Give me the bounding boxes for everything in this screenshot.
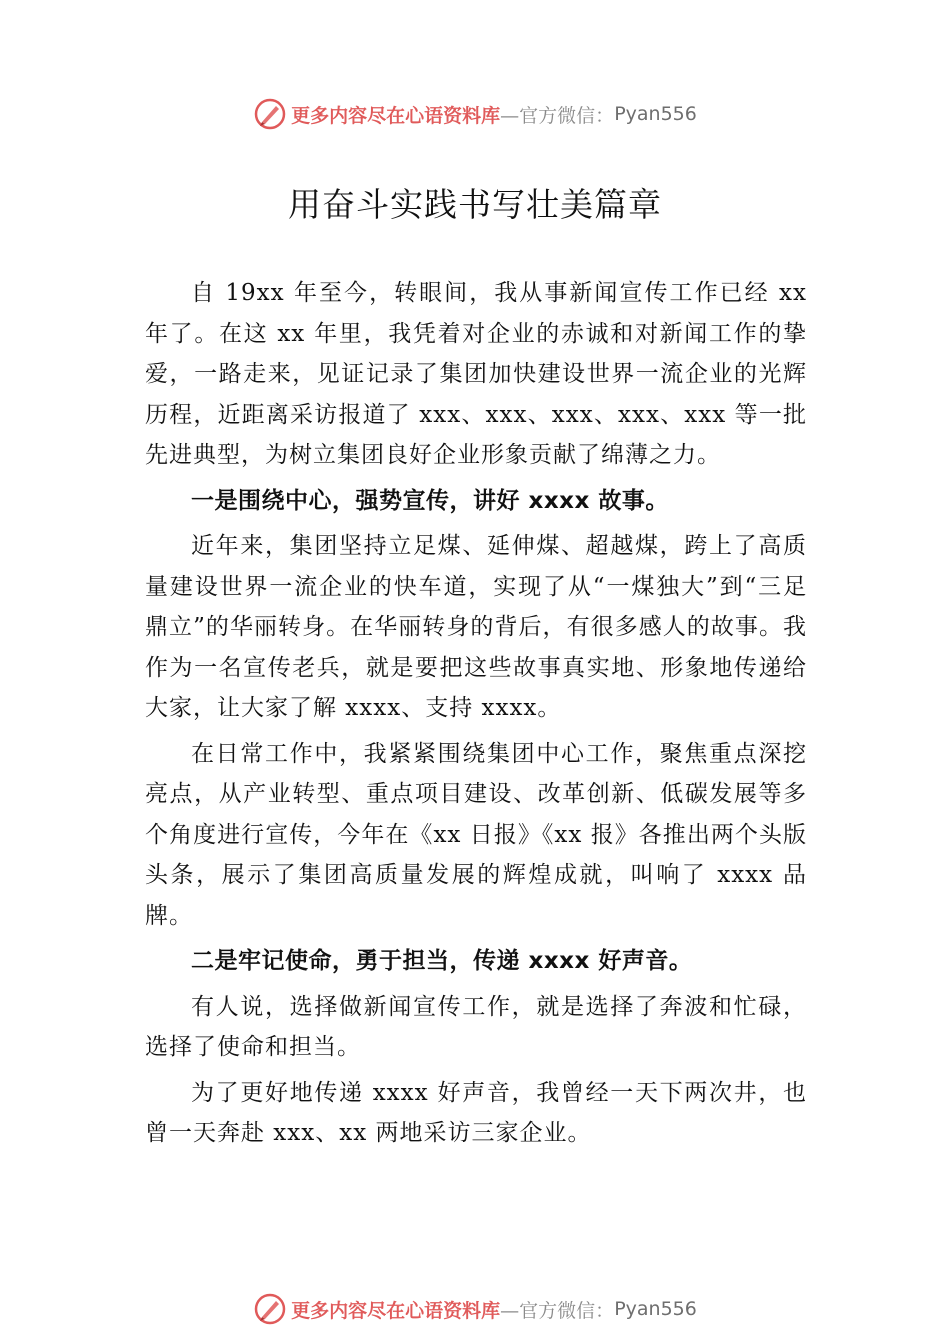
document-title: 用奋斗实践书写壮美篇章 [288, 185, 662, 224]
section-heading-2: 二是牢记使命，勇于担当，传递 xxxx 好声音。 [191, 948, 693, 974]
banner-wechat-label: —官方微信： [500, 1299, 615, 1322]
paragraph: 有人说，选择做新闻宣传工作，就是选择了奔波和忙碌，选择了使命和担当。 [145, 993, 807, 1060]
banner-brand-text: 更多内容尽在心语资料库 [291, 104, 501, 127]
banner-wechat-id: Pyan556 [614, 103, 697, 125]
footer-banner [0, 1289, 950, 1329]
banner-wechat-label: —官方微信： [500, 104, 615, 127]
section-heading-1: 一是围绕中心，强势宣传，讲好 xxxx 故事。 [191, 487, 669, 514]
paragraph: 近年来，集团坚持立足煤、延伸煤、超越煤，跨上了高质量建设世界一流企业的快车道，实现了从“一煤独大”到“三足鼎立”的华丽转身。在华丽转身的背后，有很多感人的故事。我作为一名宣传老兵，就是要把这些故事真实地、形象地传递给大家，让大家了解 xxxx、支持 xxxx。 [145, 533, 807, 721]
banner-wechat-id: Pyan556 [614, 1298, 697, 1320]
paragraph: 在日常工作中，我紧紧围绕集团中心工作，聚焦重点深挖亮点，从产业转型、重点项目建设、改革创新、低碳发展等多个角度进行宣传，今年在《xx 日报》《xx 报》各推出两个头版头条，展示了集团高质量发展的辉煌成就，叫响了 xxxx 品牌。 [145, 740, 807, 929]
pen-logo-icon [253, 97, 287, 131]
header-banner [0, 94, 950, 134]
paragraph: 为了更好地传递 xxxx 好声音，我曾经一天下两次井，也曾一天奔赴 xxx、xx 两地采访三家企业。 [145, 1079, 807, 1146]
paragraph-intro: 自 19xx 年至今，转眼间，我从事新闻宣传工作已经 xx 年了。在这 xx 年里，我凭着对企业的赤诚和对新闻工作的挚爱，一路走来，见证记录了集团加快建设世界一流企业的光辉历程，近距离采访报道了 xxx、xxx、xxx、xxx、xxx 等一批先进典型，为树立集团良好企业形象贡献了绵薄之力。 [145, 280, 807, 468]
document-body [145, 273, 807, 1154]
pen-logo-icon [253, 1292, 287, 1326]
banner-brand-text: 更多内容尽在心语资料库 [291, 1299, 501, 1322]
